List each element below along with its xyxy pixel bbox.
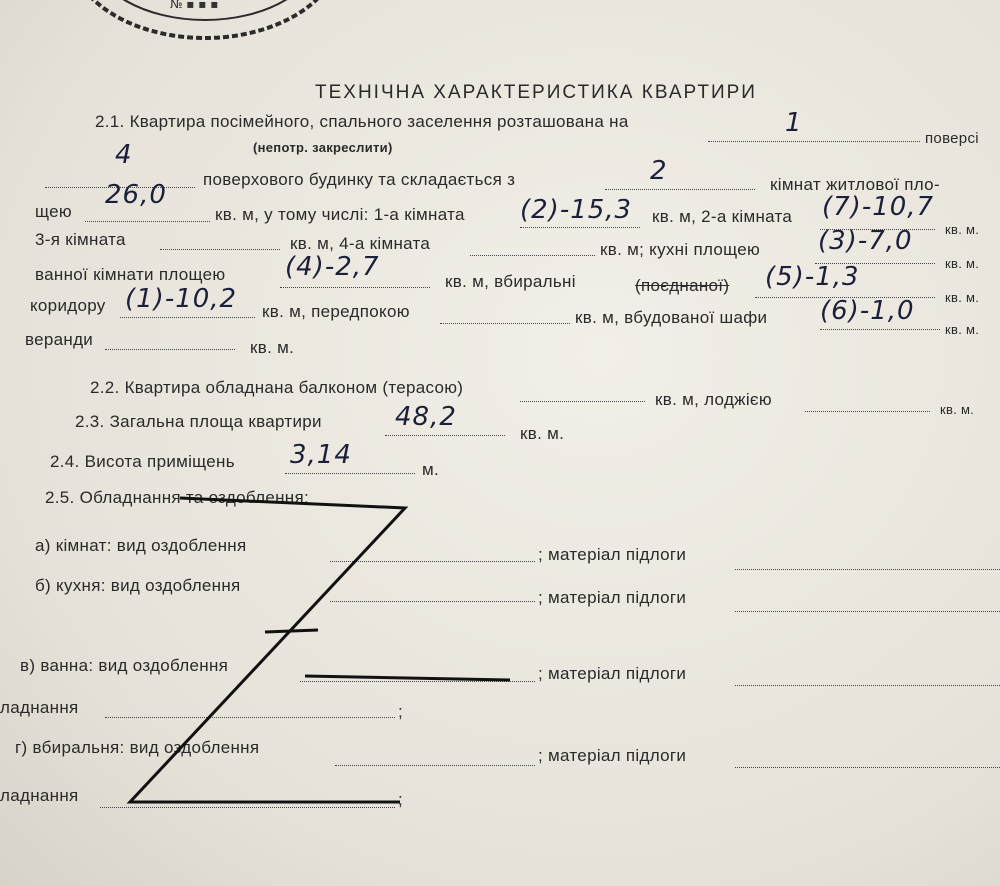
closet-field [820, 328, 940, 330]
s21-line3a: щею [35, 202, 72, 221]
bath-value: (4)-2,7 [285, 252, 380, 282]
s25-b-floor: ; матеріал підлоги [538, 588, 687, 607]
wc-floor-field [735, 766, 1000, 768]
height-value: 3,14 [290, 440, 352, 470]
s25-b-label: б) кухня: вид оздоблення [35, 576, 241, 595]
total-area-value: 48,2 [395, 402, 457, 432]
rooms-floor-field [735, 568, 1000, 570]
s25-d-label: г) вбиральня: вид оздоблення [15, 738, 260, 757]
room4-field [470, 254, 595, 256]
unit-1: кв. м. [945, 222, 980, 237]
s23-unit: кв. м. [520, 424, 565, 443]
corridor-field [120, 316, 255, 318]
room2-value: (7)-10,7 [822, 192, 935, 222]
s21-line7b: кв. м. [250, 338, 295, 357]
s22-loggia: кв. м, лоджією [655, 390, 772, 409]
s25-c-label: в) ванна: вид оздоблення [20, 656, 229, 675]
floor-suffix: поверсі [925, 130, 979, 147]
stamp-seal [60, 0, 350, 45]
s21-line6a: коридору [30, 296, 106, 315]
rooms-finish-field [330, 560, 535, 562]
s21-line5a: ванної кімнати площею [35, 265, 226, 284]
s25-c-equip: ладнання [0, 698, 79, 717]
s21-line3b: кв. м, у тому числі: 1-а кімната [215, 205, 465, 224]
s25-d-equip: ладнання [0, 786, 79, 805]
rooms-field [605, 188, 755, 190]
living-area-value: 26,0 [105, 180, 167, 210]
bath-field [280, 286, 430, 288]
s21-line4c: кв. м; кухні площею [600, 240, 761, 259]
hall-field [440, 322, 570, 324]
corridor-value: (1)-10,2 [125, 284, 238, 314]
s21-line5c: (поєднаної) [635, 276, 730, 295]
closet-value: (6)-1,0 [820, 296, 915, 326]
living-field [85, 220, 210, 222]
s25-heading: 2.5. Обладнання та оздоблення: [45, 488, 309, 507]
s21-line5b: кв. м, вбиральні [445, 272, 576, 291]
s22-label: 2.2. Квартира обладнана балконом (терасою) [90, 378, 464, 397]
wc-finish-field [335, 764, 535, 766]
kitchen-floor-field [735, 610, 1000, 612]
s25-c-floor: ; матеріал підлоги [538, 664, 687, 683]
floor-value: 1 [785, 108, 803, 138]
floor-field [708, 140, 920, 142]
storeys-value: 4 [115, 140, 133, 170]
room3-field [160, 248, 280, 250]
s21-line2a: поверхового будинку та складається з [203, 170, 516, 189]
height-field [285, 472, 415, 474]
rooms-value: 2 [650, 156, 668, 186]
s21-line6b: кв. м, передпокою [262, 302, 410, 321]
room1-value: (2)-15,3 [520, 195, 633, 225]
s21-line3c: кв. м, 2-а кімната [652, 207, 793, 226]
kitchen-finish-field [330, 600, 535, 602]
room1-field [520, 226, 640, 228]
s25-a-label: а) кімнат: вид оздоблення [35, 536, 247, 555]
s25-c-semi: ; [398, 702, 404, 721]
s25-a-floor: ; матеріал підлоги [538, 545, 687, 564]
bath-floor-field [735, 684, 1000, 686]
unit-2: кв. м. [945, 256, 980, 271]
document-title: ТЕХНІЧНА ХАРАКТЕРИСТИКА КВАРТИРИ [315, 82, 757, 103]
balcony-field [520, 400, 645, 402]
unit-4: кв. м. [945, 322, 980, 337]
unit-3: кв. м. [945, 290, 980, 305]
strike-note: (непотр. закреслити) [253, 140, 393, 155]
bath-equip-field [105, 716, 395, 718]
s21-line1: 2.1. Квартира посімейного, спального заселення розташована на [95, 112, 629, 131]
s25-d-floor: ; матеріал підлоги [538, 746, 687, 765]
bath-finish-field [300, 680, 535, 682]
s22-unit: кв. м. [940, 402, 975, 417]
s23-label: 2.3. Загальна площа квартири [75, 412, 322, 431]
s21-line2b: кімнат житлової пло- [770, 175, 940, 194]
wc-equip-field [100, 806, 395, 808]
svg-text:№ ▪ ▪ ▪: № ▪ ▪ ▪ [170, 0, 219, 11]
s21-line4b: кв. м, 4-а кімната [290, 234, 431, 253]
wc-value: (5)-1,3 [765, 262, 860, 292]
s25-d-semi: ; [398, 790, 404, 809]
loggia-field [805, 410, 930, 412]
s21-line4a: 3-я кімната [35, 230, 126, 249]
s24-label: 2.4. Висота приміщень [50, 452, 235, 471]
total-area-field [385, 434, 505, 436]
s21-line7a: веранди [25, 330, 94, 349]
s24-unit: м. [422, 460, 440, 479]
kitchen-value: (3)-7,0 [818, 226, 913, 256]
s21-line6c: кв. м, вбудованої шафи [575, 308, 768, 327]
veranda-field [105, 348, 235, 350]
